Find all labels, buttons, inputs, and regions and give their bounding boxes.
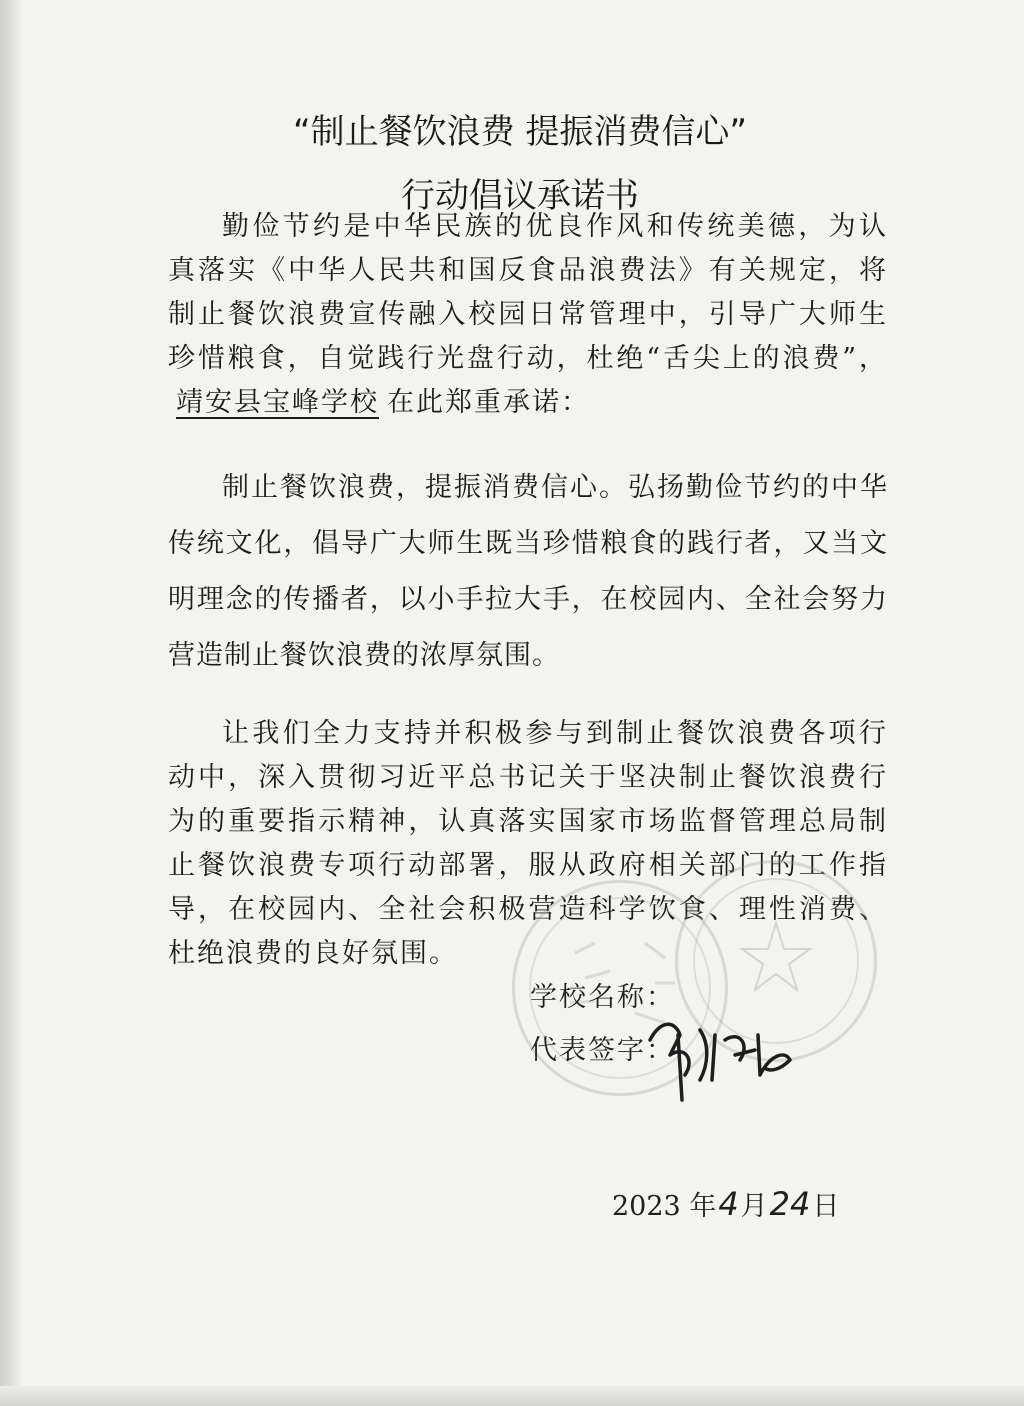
date-day-unit: 日 — [812, 1191, 840, 1222]
school-name-filled: 靖安县宝峰学校 — [176, 387, 379, 418]
date-year-unit: 年 — [689, 1191, 717, 1222]
date-month: 4 — [718, 1185, 739, 1223]
representative-signature-label: 代表签字： — [530, 1035, 675, 1066]
date-day: 24 — [769, 1185, 811, 1223]
paper-left-edge — [0, 0, 22, 1406]
signing-date — [612, 1184, 839, 1223]
intro-text: 勤俭节约是中华民族的优良作风和传统美德，为认真落实《中华人民共和国反食品浪费法》有关规定，将制止餐饮浪费宣传融入校园日常管理中，引导广大师生珍惜粮食，自觉践行光盘行动，杜绝“舌尖上的浪费”， — [168, 211, 888, 374]
intro-text-end: 在此郑重承诺： — [387, 387, 590, 418]
paragraph-intro — [168, 205, 888, 425]
date-year: 2023 — [612, 1191, 681, 1222]
school-name-label: 学校名称： — [530, 982, 675, 1013]
paragraph-commitment: 制止餐饮浪费，提振消费信心。弘扬勤俭节约的中华传统文化，倡导广大师生既当珍惜粮食的践行者，又当文明理念的传播者，以小手拉大手，在校园内、全社会努力营造制止餐饮浪费的浓厚氛围。 — [168, 472, 888, 671]
date-month-unit: 月 — [740, 1191, 768, 1222]
handwritten-signature — [640, 1000, 800, 1110]
document-title — [120, 108, 920, 220]
paragraph-support: 让我们全力支持并积极参与到制止餐饮浪费各项行动中，深入贯彻习近平总书记关于坚决制止餐饮浪费行为的重要指示精神，认真落实国家市场监督管理总局制止餐饮浪费专项行动部署，服从政府相关部门的工作指导，在校园内、全社会积极营造科学饮食、理性消费、杜绝浪费的良好氛围。 — [168, 718, 888, 969]
paper-bottom-edge — [0, 1386, 1024, 1406]
title-line-2: 行动倡议承诺书 — [401, 176, 639, 216]
title-line-1: “制止餐饮浪费 提振消费信心” — [292, 112, 748, 152]
